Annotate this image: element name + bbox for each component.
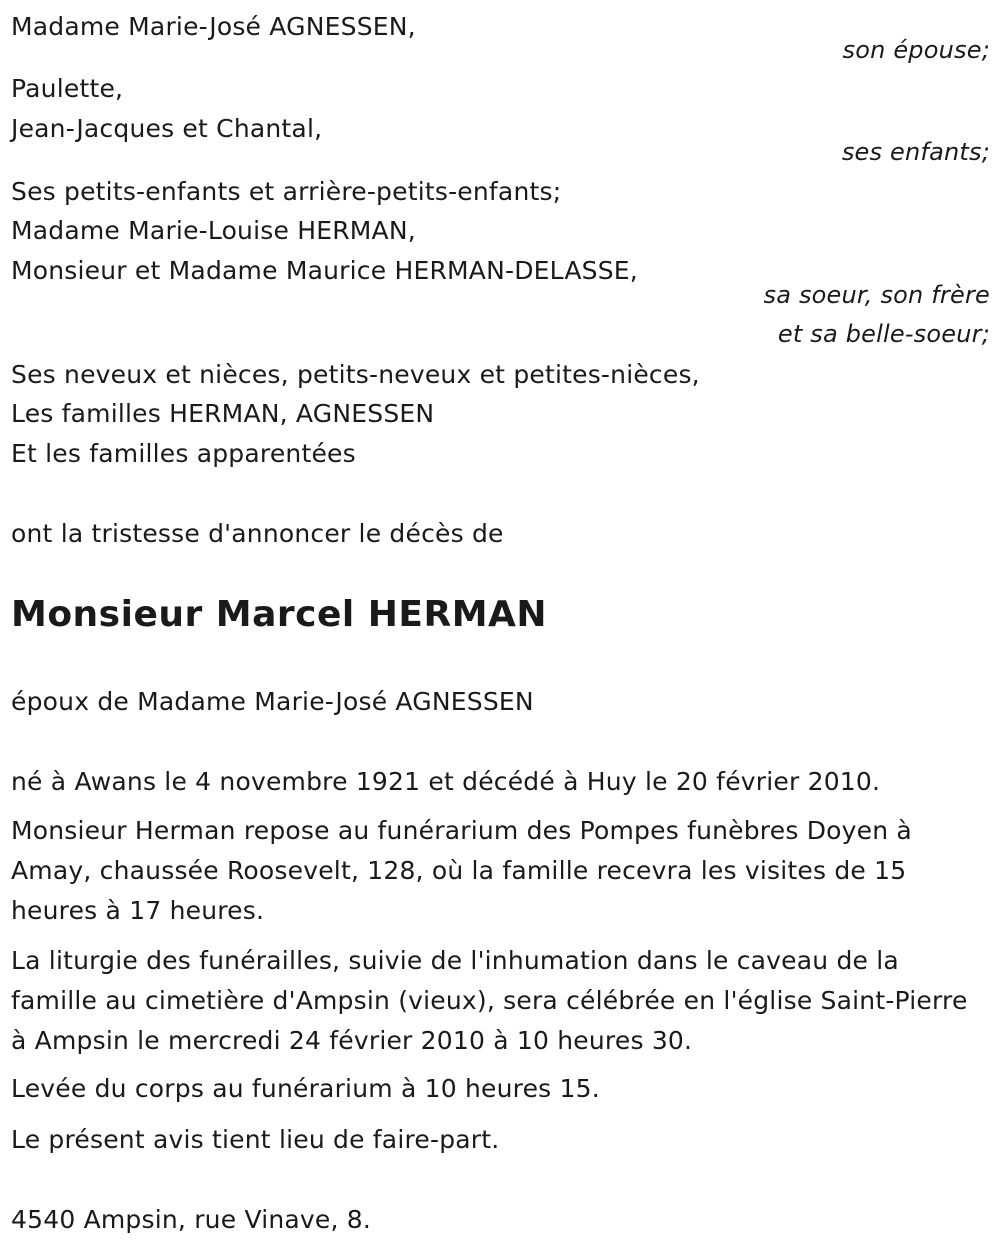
notice-line: Le présent avis tient lieu de faire-part. bbox=[11, 1125, 500, 1154]
rest-paragraph: Monsieur Herman repose au funérarium des Pompes funèbres Doyen à Amay, chaussée Roosevelt, 128, où la famille recevra les visites de 15 heures à 17 heures. bbox=[11, 816, 912, 925]
grandchildren-line: Ses petits-enfants et arrière-petits-enfants; bbox=[11, 177, 562, 206]
sibling-role-line-2: et sa belle-soeur; bbox=[777, 320, 990, 348]
sibling-role-line-1: sa soeur, son frère bbox=[763, 281, 990, 309]
families-line: Les familles HERMAN, AGNESSEN bbox=[11, 399, 435, 428]
spouse-of-line: époux de Madame Marie-José AGNESSEN bbox=[11, 687, 534, 716]
deceased-name: Monsieur Marcel HERMAN bbox=[11, 594, 548, 635]
children-line-2: Jean-Jacques et Chantal, bbox=[11, 114, 323, 143]
sibling-line-2: Monsieur et Madame Maurice HERMAN-DELASSE, bbox=[11, 256, 638, 285]
liturgy-paragraph: La liturgie des funérailles, suivie de l'inhumation dans le caveau de la famille au cimetière d'Ampsin (vieux), sera célébrée en l'église Saint-Pierre à Ampsin le mercredi 24 février 2010 à 10 heures 30. bbox=[11, 946, 968, 1055]
spouse-role: son épouse; bbox=[842, 36, 990, 64]
children-line-1: Paulette, bbox=[11, 74, 124, 103]
spouse-line: Madame Marie-José AGNESSEN, bbox=[11, 12, 416, 41]
sibling-line-1: Madame Marie-Louise HERMAN, bbox=[11, 216, 416, 245]
related-families-line: Et les familles apparentées bbox=[11, 439, 356, 468]
birth-death-line: né à Awans le 4 novembre 1921 et décédé à Huy le 20 février 2010. bbox=[11, 767, 881, 796]
nephews-line: Ses neveux et nièces, petits-neveux et petites-nièces, bbox=[11, 360, 700, 389]
announcement-intro: ont la tristesse d'annoncer le décès de bbox=[11, 519, 504, 548]
children-role: ses enfants; bbox=[841, 138, 990, 166]
levee-line: Levée du corps au funérarium à 10 heures 15. bbox=[11, 1074, 600, 1103]
address-line: 4540 Ampsin, rue Vinave, 8. bbox=[11, 1205, 372, 1234]
